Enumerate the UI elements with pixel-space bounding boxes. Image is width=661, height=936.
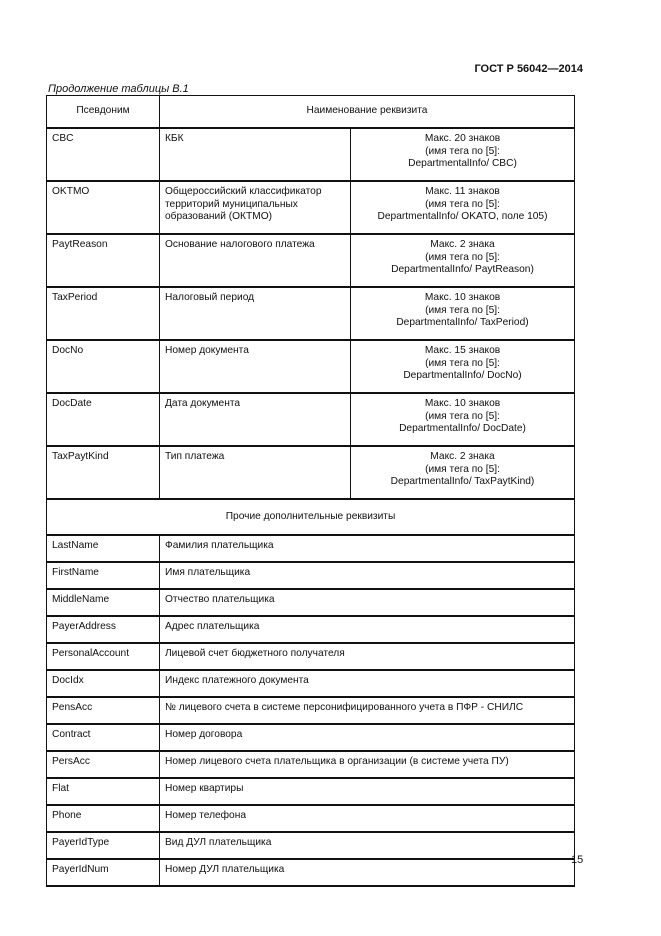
row-alias: PersonalAccount xyxy=(47,643,160,670)
table-row xyxy=(47,562,575,589)
format-line: Макс. 11 знаков xyxy=(425,186,500,197)
format-line: DepartmentalInfo/ TaxPaytKind) xyxy=(390,476,535,488)
format-line: (имя тега по [5]: xyxy=(425,145,500,157)
row-alias: LastName xyxy=(47,535,160,562)
table-row xyxy=(47,181,575,234)
table-row xyxy=(47,446,575,499)
table-row xyxy=(47,670,575,697)
row-alias: TaxPeriod xyxy=(47,287,160,340)
row-name: Индекс платежного документа xyxy=(160,670,575,697)
row-name: Дата документа xyxy=(160,393,351,446)
row-format xyxy=(351,234,575,287)
table-row xyxy=(47,832,575,859)
row-name: Тип платежа xyxy=(160,446,351,499)
header-name: Наименование реквизита xyxy=(160,96,575,129)
row-alias: PayerIdNum xyxy=(47,859,160,886)
row-name: Номер договора xyxy=(160,724,575,751)
table-row xyxy=(47,393,575,446)
table-caption: Продолжение таблицы В.1 xyxy=(48,83,189,95)
format-line: (имя тега по [5]: xyxy=(425,463,500,475)
row-alias: PaytReason xyxy=(47,234,160,287)
row-alias: DocIdx xyxy=(47,670,160,697)
row-alias: Phone xyxy=(47,805,160,832)
row-format xyxy=(351,340,575,393)
row-format xyxy=(351,181,575,234)
format-line: DepartmentalInfo/ OKATO, поле 105) xyxy=(377,211,548,223)
format-line: Макс. 10 знаков xyxy=(424,398,501,409)
section-title: Прочие дополнительные реквизиты xyxy=(47,499,575,535)
format-line: Макс. 20 знаков xyxy=(424,133,501,144)
section-row xyxy=(47,499,575,535)
table-row xyxy=(47,859,575,886)
table-row xyxy=(47,751,575,778)
row-name: Основание налогового платежа xyxy=(160,234,351,287)
row-alias: PensAcc xyxy=(47,697,160,724)
row-format xyxy=(351,287,575,340)
table-row xyxy=(47,724,575,751)
row-name: Адрес плательщика xyxy=(160,616,575,643)
row-name: № лицевого счета в системе персонифицированного учета в ПФР - СНИЛС xyxy=(160,697,575,724)
table-header-row xyxy=(47,96,575,129)
table-row xyxy=(47,535,575,562)
table-row xyxy=(47,616,575,643)
format-line: DepartmentalInfo/ TaxPeriod) xyxy=(396,317,529,329)
table-row xyxy=(47,778,575,805)
row-name: Номер ДУЛ плательщика xyxy=(160,859,575,886)
row-alias: FirstName xyxy=(47,562,160,589)
requisites-table xyxy=(46,95,575,887)
row-alias: PersAcc xyxy=(47,751,160,778)
row-name: Вид ДУЛ плательщика xyxy=(160,832,575,859)
row-format xyxy=(351,128,575,181)
format-line: DepartmentalInfo/ PaytReason) xyxy=(391,264,534,276)
table-row xyxy=(47,287,575,340)
table-row xyxy=(47,643,575,670)
row-name: Фамилия плательщика xyxy=(160,535,575,562)
format-line: Макс. 2 знака xyxy=(430,451,495,462)
row-alias: PayerIdType xyxy=(47,832,160,859)
row-format xyxy=(351,393,575,446)
format-line: (имя тега по [5]: xyxy=(425,251,500,263)
row-alias: OKTMO xyxy=(47,181,160,234)
format-line: Макс. 15 знаков xyxy=(424,345,501,356)
format-line: (имя тега по [5]: xyxy=(425,357,500,369)
row-alias: DocDate xyxy=(47,393,160,446)
row-name: Номер лицевого счета плательщика в организации (в системе учета ПУ) xyxy=(160,751,575,778)
row-name: КБК xyxy=(160,128,351,181)
header-alias: Псевдоним xyxy=(47,96,160,129)
table-row xyxy=(47,589,575,616)
table-row xyxy=(47,805,575,832)
page-number: 15 xyxy=(571,854,584,866)
format-line: (имя тега по [5]: xyxy=(425,304,500,316)
standard-designation: ГОСТ Р 56042—2014 xyxy=(474,63,583,75)
row-name: Лицевой счет бюджетного получателя xyxy=(160,643,575,670)
row-name: Общероссийский классификатор территорий муниципальных образований (ОКТМО) xyxy=(160,181,351,234)
table-row xyxy=(47,234,575,287)
table-row xyxy=(47,128,575,181)
row-alias: PayerAddress xyxy=(47,616,160,643)
format-line: (имя тега по [5]: xyxy=(425,410,500,422)
row-alias: Contract xyxy=(47,724,160,751)
row-alias: MiddleName xyxy=(47,589,160,616)
row-alias: Flat xyxy=(47,778,160,805)
row-name: Номер телефона xyxy=(160,805,575,832)
format-line: DepartmentalInfo/ CBC) xyxy=(408,158,517,170)
table-row xyxy=(47,340,575,393)
row-alias: TaxPaytKind xyxy=(47,446,160,499)
row-name: Налоговый период xyxy=(160,287,351,340)
format-line: (имя тега по [5]: xyxy=(425,198,500,210)
row-alias: DocNo xyxy=(47,340,160,393)
table-row xyxy=(47,697,575,724)
row-name: Имя плательщика xyxy=(160,562,575,589)
row-name: Номер квартиры xyxy=(160,778,575,805)
format-line: Макс. 2 знака xyxy=(430,239,495,250)
row-alias: CBC xyxy=(47,128,160,181)
format-line: DepartmentalInfo/ DocNo) xyxy=(403,370,522,382)
row-name: Отчество плательщика xyxy=(160,589,575,616)
row-format xyxy=(351,446,575,499)
format-line: Макс. 10 знаков xyxy=(424,292,501,303)
format-line: DepartmentalInfo/ DocDate) xyxy=(399,423,526,435)
row-name: Номер документа xyxy=(160,340,351,393)
